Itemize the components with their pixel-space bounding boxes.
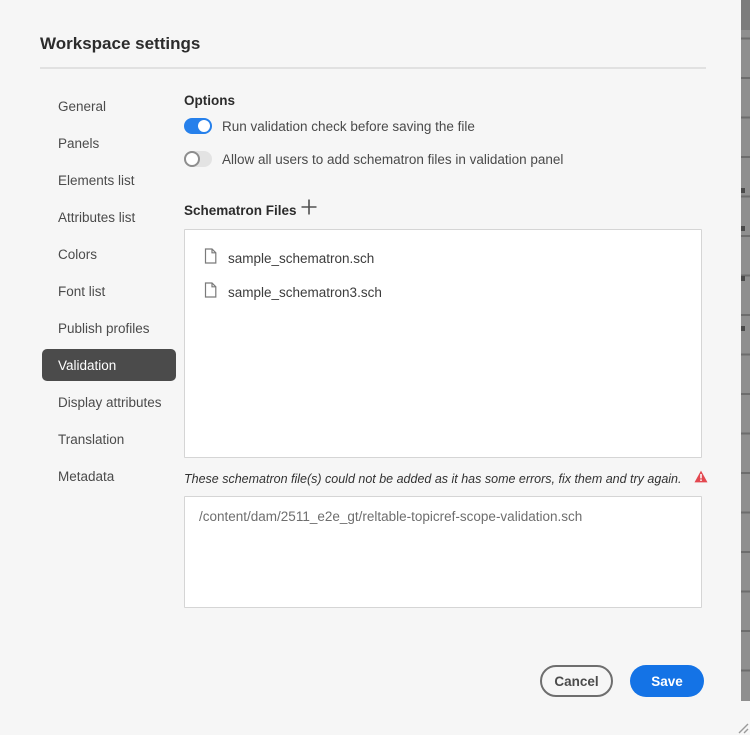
background-text-fragment bbox=[741, 226, 745, 231]
cancel-button[interactable]: Cancel bbox=[540, 665, 613, 697]
schematron-error-row bbox=[184, 470, 708, 488]
sidebar-item-attributes-list[interactable]: Attributes list bbox=[58, 209, 136, 225]
sidebar-item-elements-list[interactable]: Elements list bbox=[58, 172, 135, 188]
allow-all-users-toggle[interactable] bbox=[184, 151, 212, 167]
file-icon bbox=[204, 248, 217, 269]
file-icon bbox=[204, 282, 217, 303]
failed-file-path: /content/dam/2511_e2e_gt/reltable-topicref-scope-validation.sch bbox=[199, 509, 583, 524]
failed-files-list bbox=[184, 496, 702, 608]
background-page-edge-cap bbox=[741, 0, 750, 30]
background-page-edge bbox=[741, 0, 750, 701]
add-schematron-file-button[interactable] bbox=[299, 199, 319, 219]
toggle-knob bbox=[184, 151, 200, 167]
sidebar-item-validation[interactable]: Validation bbox=[42, 349, 176, 381]
error-message: These schematron file(s) could not be added as it has some errors, fix them and try again. bbox=[184, 472, 682, 486]
plus-icon bbox=[300, 198, 318, 221]
toggle-label: Run validation check before saving the file bbox=[222, 118, 475, 134]
sidebar-item-panels[interactable]: Panels bbox=[58, 135, 100, 151]
background-text-fragment bbox=[741, 188, 745, 193]
sidebar-item-translation[interactable]: Translation bbox=[58, 431, 125, 447]
sidebar-item-colors[interactable]: Colors bbox=[58, 246, 98, 262]
schematron-files-heading: Schematron Files bbox=[184, 203, 297, 218]
sidebar-item-font-list[interactable]: Font list bbox=[58, 283, 106, 299]
toggle-row-allow-all-users bbox=[184, 151, 563, 167]
settings-sidebar bbox=[42, 90, 176, 497]
page-title: Workspace settings bbox=[40, 34, 201, 53]
schematron-files-list bbox=[184, 229, 702, 458]
background-text-fragment bbox=[741, 326, 745, 331]
sidebar-item-general[interactable]: General bbox=[58, 98, 107, 114]
toggle-label: Allow all users to add schematron files in validation panel bbox=[222, 151, 564, 167]
run-validation-toggle[interactable] bbox=[184, 118, 212, 134]
save-button[interactable]: Save bbox=[630, 665, 704, 697]
resize-grip-icon[interactable] bbox=[736, 721, 749, 734]
title-divider bbox=[40, 67, 706, 69]
list-item[interactable] bbox=[185, 245, 701, 271]
options-heading: Options bbox=[184, 93, 235, 108]
list-item[interactable] bbox=[185, 279, 701, 305]
sidebar-item-display-attributes[interactable]: Display attributes bbox=[58, 394, 162, 410]
warning-triangle-icon bbox=[694, 470, 708, 488]
toggle-row-run-validation bbox=[184, 118, 475, 134]
file-name: sample_schematron3.sch bbox=[228, 284, 382, 300]
file-name: sample_schematron.sch bbox=[228, 250, 375, 266]
sidebar-item-publish-profiles[interactable]: Publish profiles bbox=[58, 320, 150, 336]
toggle-knob bbox=[198, 120, 210, 132]
background-text-fragment bbox=[741, 276, 745, 281]
sidebar-item-metadata[interactable]: Metadata bbox=[58, 468, 115, 484]
